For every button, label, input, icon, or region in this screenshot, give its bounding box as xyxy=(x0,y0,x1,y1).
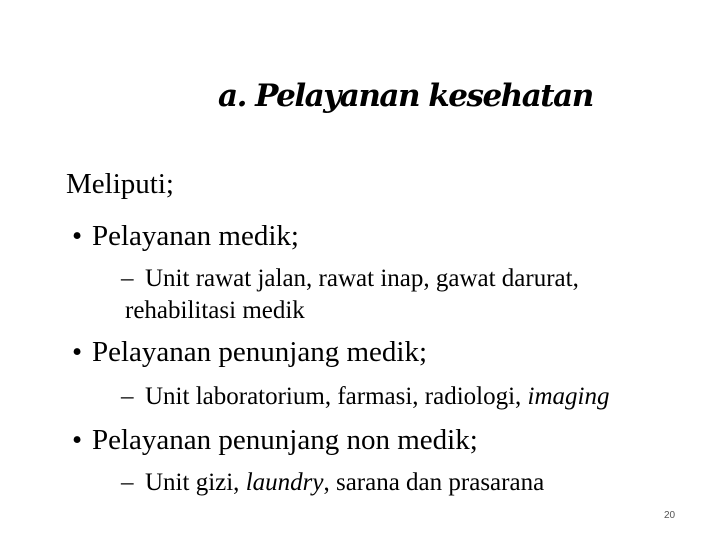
sub-text-suffix: , sarana dan prasarana xyxy=(323,469,545,496)
sub-text-line1: Unit rawat jalan, rawat inap, gawat darurat, xyxy=(145,265,579,292)
slide-title: a. Pelayanan kesehatan xyxy=(218,78,593,114)
sub-item-penunjang-non-medik xyxy=(121,467,545,499)
bullet-item-penunjang-non-medik xyxy=(72,424,478,457)
dash-marker: – xyxy=(121,265,134,292)
sub-text: Unit gizi, xyxy=(145,469,246,496)
bullet-item-medik xyxy=(72,220,299,253)
dash-marker: – xyxy=(121,383,134,410)
sub-text-italic: laundry xyxy=(245,469,324,496)
page-number: 20 xyxy=(664,510,676,521)
bullet-text: Pelayanan penunjang non medik; xyxy=(92,424,478,456)
sub-text-line2: rehabilitasi medik xyxy=(125,297,305,324)
dash-marker: – xyxy=(121,469,134,496)
bullet-text: Pelayanan medik; xyxy=(92,220,299,252)
bullet-text: Pelayanan penunjang medik; xyxy=(92,336,428,368)
sub-text-italic: imaging xyxy=(527,383,610,410)
bullet-marker: • xyxy=(72,424,83,456)
bullet-item-penunjang-medik xyxy=(72,336,427,369)
bullet-marker: • xyxy=(72,220,83,252)
intro-text: Meliputi; xyxy=(66,168,174,200)
bullet-marker: • xyxy=(72,336,83,368)
sub-text: Unit laboratorium, farmasi, radiologi, xyxy=(145,383,528,410)
sub-item-penunjang-medik xyxy=(121,381,610,413)
sub-item-medik xyxy=(121,263,579,327)
